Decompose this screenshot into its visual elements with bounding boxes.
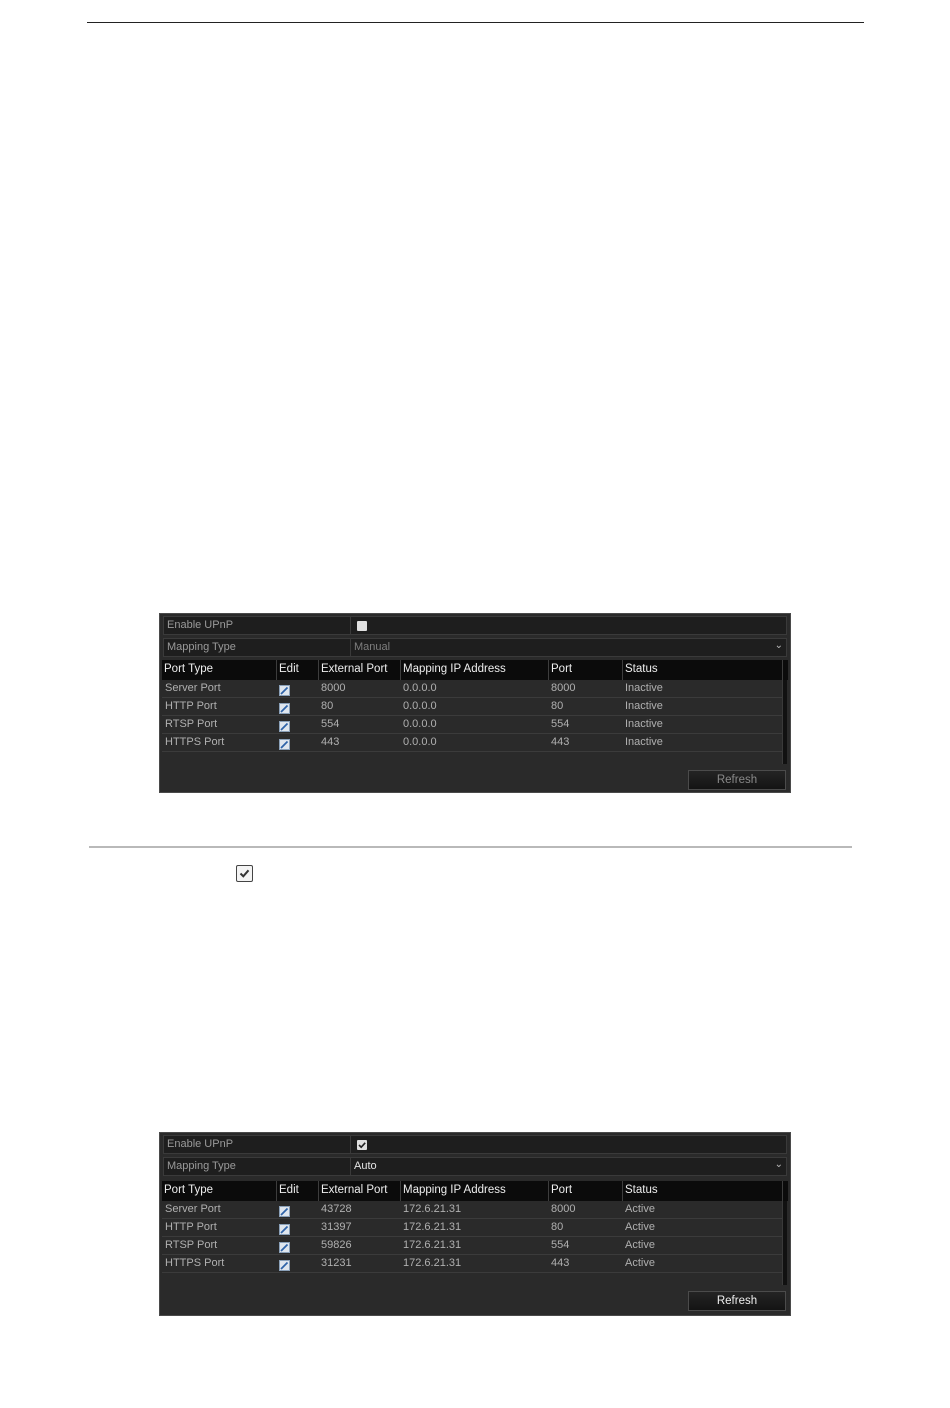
edit-icon[interactable] xyxy=(279,1258,290,1276)
top-rule xyxy=(87,22,864,23)
chevron-down-icon: ⌄ xyxy=(774,1159,783,1170)
table-row[interactable]: RTSP Port 59826 172.6.21.31 554 Active xyxy=(162,1237,782,1255)
table-row[interactable]: HTTP Port 31397 172.6.21.31 80 Active xyxy=(162,1219,782,1237)
table-row[interactable]: Server Port 8000 0.0.0.0 8000 Inactive xyxy=(162,680,782,698)
mapping-type-row xyxy=(163,1157,787,1176)
table-row[interactable]: RTSP Port 554 0.0.0.0 554 Inactive xyxy=(162,716,782,734)
table-row[interactable]: Server Port 43728 172.6.21.31 8000 Active xyxy=(162,1201,782,1219)
port-table-header xyxy=(162,660,788,680)
upnp-panel-auto xyxy=(159,1132,791,1316)
enable-upnp-checkbox[interactable] xyxy=(357,1140,367,1150)
col-port-type: Port Type xyxy=(164,663,214,675)
col-edit: Edit xyxy=(279,1184,299,1196)
mapping-type-select[interactable]: Auto xyxy=(354,1160,377,1172)
col-edit: Edit xyxy=(279,663,299,675)
section-rule xyxy=(89,846,852,848)
mapping-type-label: Mapping Type xyxy=(167,1160,236,1172)
col-status: Status xyxy=(625,663,658,675)
col-mapping-ip: Mapping IP Address xyxy=(403,1184,506,1196)
table-scrollbar[interactable] xyxy=(782,680,787,764)
table-row[interactable]: HTTP Port 80 0.0.0.0 80 Inactive xyxy=(162,698,782,716)
table-row[interactable]: HTTPS Port 31231 172.6.21.31 443 Active xyxy=(162,1255,782,1273)
upnp-panel-manual xyxy=(159,613,791,793)
chevron-down-icon: ⌄ xyxy=(774,640,783,651)
enable-upnp-label: Enable UPnP xyxy=(167,1138,234,1150)
col-external-port: External Port xyxy=(321,663,388,675)
edit-icon[interactable] xyxy=(279,737,290,755)
enable-upnp-row xyxy=(163,616,787,635)
col-port: Port xyxy=(551,1184,573,1196)
mapping-type-select[interactable]: Manual xyxy=(354,641,391,653)
enable-upnp-checkbox[interactable] xyxy=(357,621,367,631)
col-mapping-ip: Mapping IP Address xyxy=(403,663,506,675)
enable-upnp-label: Enable UPnP xyxy=(167,619,234,631)
checkbox-checked-icon xyxy=(236,865,253,882)
table-row[interactable]: HTTPS Port 443 0.0.0.0 443 Inactive xyxy=(162,734,782,752)
col-status: Status xyxy=(625,1184,658,1196)
col-external-port: External Port xyxy=(321,1184,388,1196)
mapping-type-row xyxy=(163,638,787,657)
table-scrollbar[interactable] xyxy=(782,1201,787,1285)
col-port: Port xyxy=(551,663,573,675)
mapping-type-label: Mapping Type xyxy=(167,641,236,653)
refresh-button[interactable]: Refresh xyxy=(688,770,786,790)
col-port-type: Port Type xyxy=(164,1184,214,1196)
refresh-button[interactable]: Refresh xyxy=(688,1291,786,1311)
port-table-header xyxy=(162,1181,788,1201)
enable-upnp-row xyxy=(163,1135,787,1154)
